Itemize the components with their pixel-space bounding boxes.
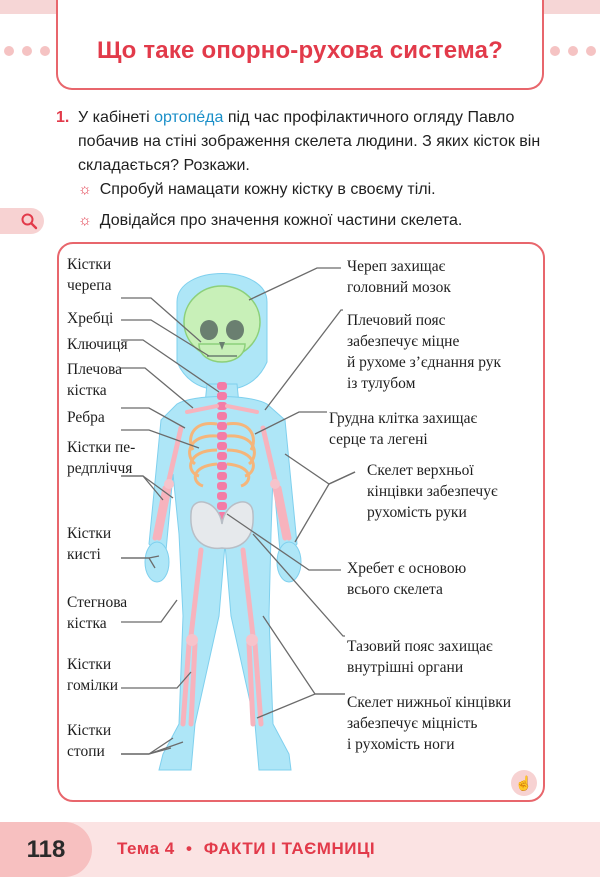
term-link[interactable]: ортопéда (154, 109, 224, 126)
label-upper-limb: Скелет верхньої кінцівки забезпечує рухомість руки (367, 462, 498, 521)
topic-title: ФАКТИ І ТАЄМНИЦІ (203, 839, 376, 858)
label-skull-bones: Кістки черепа (67, 256, 112, 294)
subtask-text: Спробуй намацати кожну кістку в своєму тілі. (99, 181, 436, 198)
page-number: 118 (26, 835, 66, 863)
label-humerus: Плечова кістка (67, 361, 122, 399)
label-spine: Хребет є основою всього скелета (347, 560, 467, 598)
subtask-text: Довідайся про значення кожної частини скелета. (99, 212, 463, 229)
label-shin: Кістки гомілки (67, 656, 119, 694)
skeleton-diagram (57, 242, 545, 802)
label-pelvis: Тазовий пояс захищає внутрішні органи (347, 638, 493, 676)
title-box (56, 0, 544, 90)
task-text-after: під час профілактичного огляду Павло побачив на стіні зображення скелета людини. З яких кісток він складається? Розкажи. (78, 109, 541, 174)
page-turn-icon[interactable]: ☝ (511, 770, 537, 796)
sun-icon: ☼ (78, 181, 92, 198)
magnifier-icon[interactable] (0, 208, 44, 234)
task-text-before: У кабінеті (78, 109, 155, 126)
footer (0, 822, 600, 877)
label-lower-limb: Скелет нижньої кінцівки забезпечує міцність і рухомість ноги (347, 694, 512, 753)
label-chest: Грудна клітка захищає серце та легені (329, 410, 478, 448)
label-clavicle: Ключиця (67, 336, 128, 353)
topic-label: Тема 4 (117, 839, 175, 858)
label-skull-function: Череп захищає головний мозок (347, 258, 451, 296)
label-femur: Стегнова кістка (67, 594, 128, 632)
label-forearm: Кістки пе- редпліччя (67, 439, 136, 477)
task-number: 1. (56, 109, 70, 126)
label-hand: Кістки кисті (67, 525, 112, 563)
label-shoulder-girdle: Плечовий пояс забезпечує міцне й рухоме з’єднання рук із тулубом (347, 312, 502, 392)
page-title: Що таке опорно-рухова система? (96, 37, 504, 64)
task-block (58, 106, 558, 178)
subtask-item (78, 179, 436, 201)
label-ribs: Ребра (67, 409, 105, 426)
page-number-tab (0, 822, 92, 877)
label-vertebrae: Хребці (67, 310, 114, 327)
sun-icon: ☼ (78, 212, 92, 229)
footer-topic (117, 839, 375, 859)
task-text (58, 106, 558, 178)
topic-separator: • (186, 839, 193, 858)
label-foot: Кістки стопи (67, 722, 112, 760)
subtask-item (78, 210, 462, 232)
